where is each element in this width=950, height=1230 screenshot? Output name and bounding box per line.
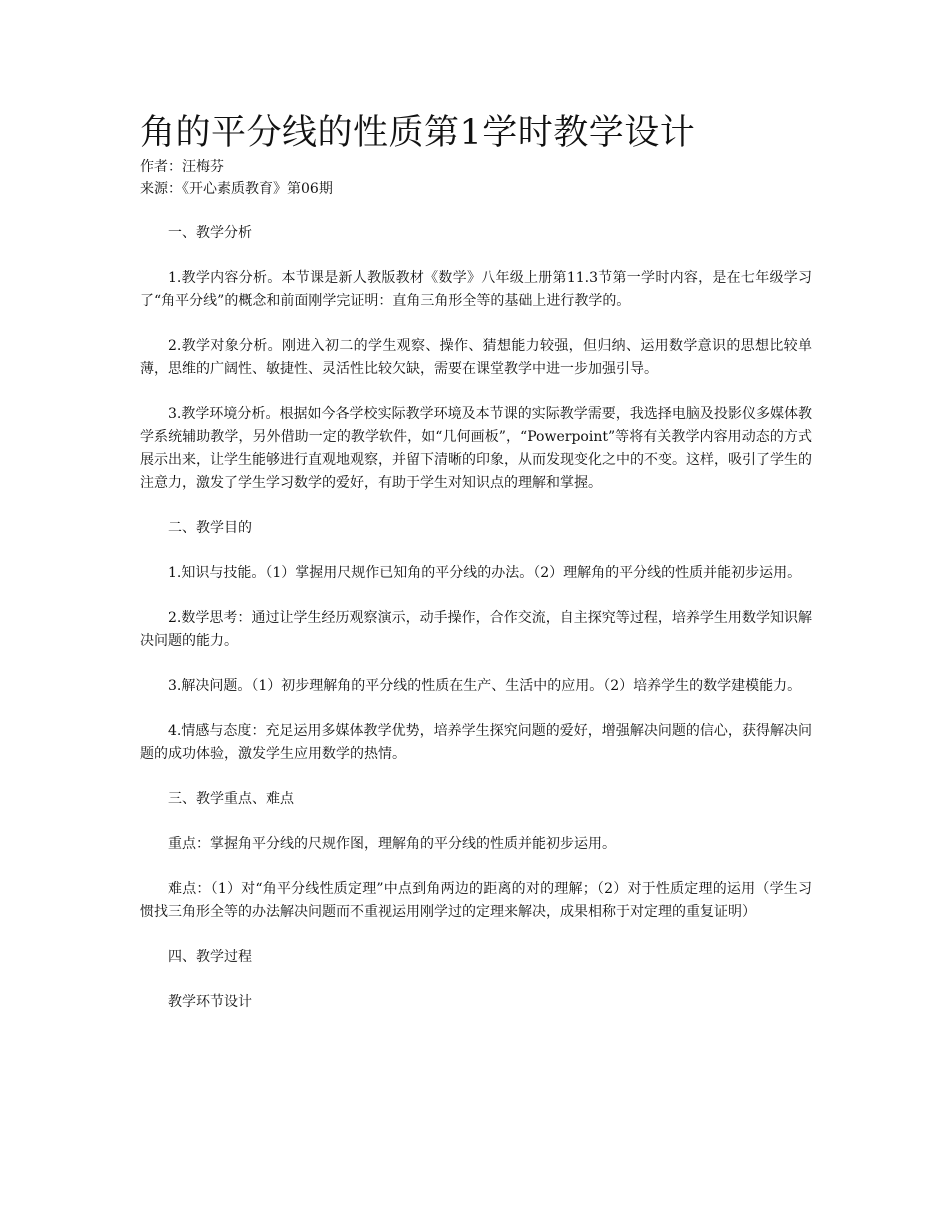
- section-heading-key-points: 三、教学重点、难点: [168, 791, 294, 807]
- paragraph-difficulty: 难点：（1）对“角平分线性质定理”中点到角两边的距离的对的理解；（2）对于性质定理的运用（学生习惯找三角形全等的办法解决问题而不重视运用刚学过的定理来解决，成果相称于对定理的重复证明）: [140, 881, 812, 920]
- spacer: [140, 766, 812, 788]
- paragraph-math-thinking: 2.数学思考：通过让学生经历观察演示，动手操作，合作交流，自主探究等过程，培养学生用数学知识解决问题的能力。: [140, 610, 812, 649]
- spacer: [140, 924, 812, 946]
- paragraph-student-analysis: 2.教学对象分析。刚进入初二的学生观察、操作、猜想能力较强，但归纳、运用数学意识的思想比较单薄，思维的广阔性、敏捷性、灵活性比较欠缺，需要在课堂教学中进一步加强引导。: [140, 338, 812, 377]
- spacer: [140, 200, 812, 222]
- spacer: [140, 381, 812, 403]
- spacer: [140, 856, 812, 878]
- paragraph-process-design: 教学环节设计: [168, 994, 252, 1010]
- spacer: [140, 698, 812, 720]
- document-page: [140, 110, 812, 1014]
- spacer: [140, 245, 812, 267]
- section-heading-analysis: 一、教学分析: [168, 225, 252, 241]
- paragraph-content-analysis: 1.教学内容分析。本节课是新人教版教材《数学》八年级上册第11.3节第一学时内容，是在七年级学习了“角平分线”的概念和前面刚学完证明：直角三角形全等的基础上进行教学的。: [140, 270, 812, 309]
- spacer: [140, 969, 812, 991]
- spacer: [140, 313, 812, 335]
- spacer: [140, 585, 812, 607]
- spacer: [140, 495, 812, 517]
- source-line: 来源：《开心素质教育》第06期: [140, 181, 333, 197]
- paragraph-attitude: 4.情感与态度：充足运用多媒体教学优势，培养学生探究问题的爱好，增强解决问题的信心，获得解决问题的成功体验，激发学生应用数学的热情。: [140, 723, 812, 762]
- paragraph-problem-solving: 3.解决问题。（1）初步理解角的平分线的性质在生产、生活中的应用。（2）培养学生的数学建模能力。: [168, 678, 802, 694]
- spacer: [140, 540, 812, 562]
- section-heading-goals: 二、教学目的: [168, 520, 252, 536]
- paragraph-knowledge-skills: 1.知识与技能。（1）掌握用尺规作已知角的平分线的办法。（2）理解角的平分线的性质并能初步运用。: [168, 565, 802, 581]
- paragraph-environment-analysis: 3.教学环境分析。根据如今各学校实际教学环境及本节课的实际教学需要，我选择电脑及投影仪多媒体教学系统辅助教学，另外借助一定的教学软件，如“几何画板”，“Powerpoint”等将有关教学内容用动态的方式展示出来，让学生能够进行直观地观察，并留下清晰的印象，从而发现变化之中的不变。这样，吸引了学生的注意力，激发了学生学习数学的爱好，有助于学生对知识点的理解和掌握。: [140, 406, 812, 491]
- document-title: 角的平分线的性质第1学时教学设计: [140, 113, 696, 153]
- spacer: [140, 653, 812, 675]
- section-heading-process: 四、教学过程: [168, 949, 252, 965]
- spacer: [140, 811, 812, 833]
- author-line: 作者：汪梅芬: [140, 159, 224, 175]
- paragraph-key-point: 重点：掌握角平分线的尺规作图，理解角的平分线的性质并能初步运用。: [168, 836, 616, 852]
